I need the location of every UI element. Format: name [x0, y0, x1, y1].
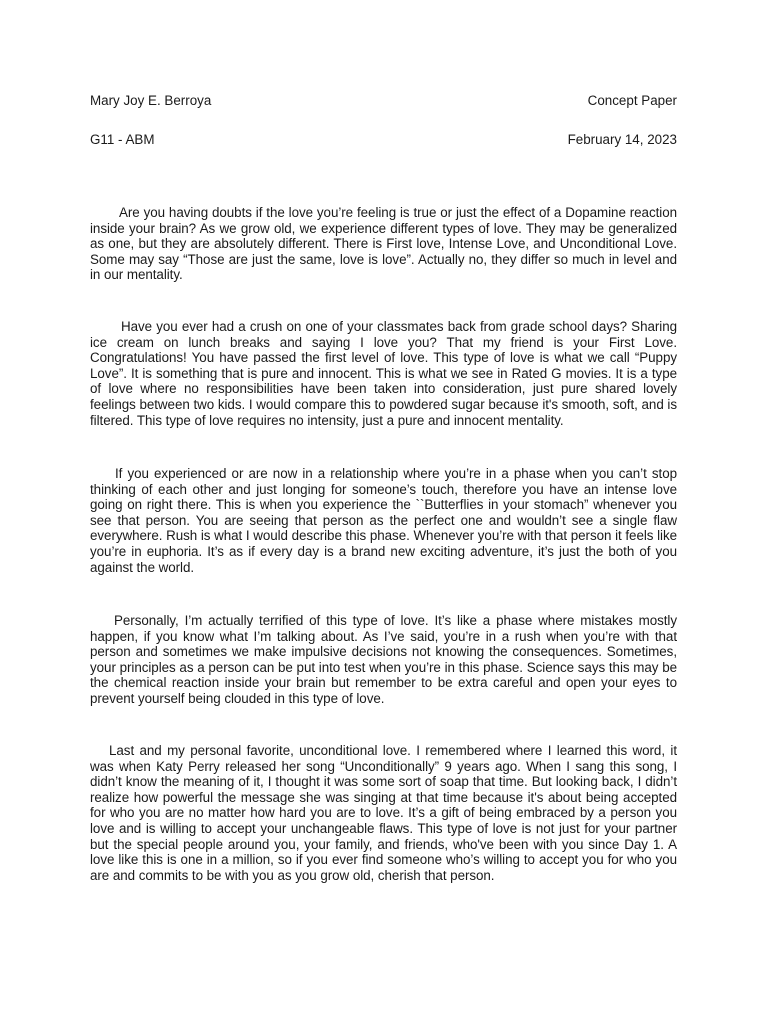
header-row-bottom	[90, 132, 677, 148]
header-row-top	[90, 93, 677, 109]
paragraph-intro: Are you having doubts if the love you’re feeling is true or just the effect of a Dopamine reaction inside your brain? As we grow old, we experience different types of love. They may be generalized as one, but they are absolutely different. There is First love, Intense Love, and Unconditional Love. Some may say “Those are just the same, love is love”. Actually no, they differ so much in level and in our mentality.	[90, 205, 677, 283]
paragraph-intense-love: If you experienced or are now in a relationship where you’re in a phase when you can’t stop thinking of each other and just longing for someone’s touch, therefore you have an intense love going on right there. This is when you experience the ``Butterflies in your stomach” whenever you see that person. You are seeing that person as the perfect one and wouldn’t see a single flaw everywhere. Rush is what I would describe this phase. Whenever you’re with that person it feels like you’re in euphoria. It’s as if every day is a brand new exciting adventure, it’s just the both of you against the world.	[90, 466, 677, 575]
document-date: February 14, 2023	[567, 132, 677, 147]
paragraph-unconditional-love: Last and my personal favorite, unconditional love. I remembered where I learned this word, it was when Katy Perry released her song “Unconditionally” 9 years ago. When I sang this song, I didn’t know the meaning of it, I thought it was some sort of soap that time. But looking back, I didn’t realize how powerful the message she was singing at that time because it's about being accepted for who you are no matter how hard you are to love. It’s a gift of being embraced by a person you love and is willing to accept your unchangeable flaws. This type of love is not just for your partner but the special people around you, your family, and friends, who've been with you since Day 1. A love like this is one in a million, so if you ever find someone who’s willing to accept you for who you are and commits to be with you as you grow old, cherish that person.	[90, 743, 677, 883]
paragraph-first-love: Have you ever had a crush on one of your classmates back from grade school days? Sharing ice cream on lunch breaks and saying I love you? That my friend is your First Love. Congratulations! You have passed the first level of love. This type of love is what we call “Puppy Love”. It is something that is pure and innocent. This is what we see in Rated G movies. It is a type of love where no responsibilities have been taken into consideration, just pure shared lovely feelings between two kids. I would compare this to powdered sugar because it's smooth, soft, and is filtered. This type of love requires no intensity, just a pure and innocent mentality.	[90, 319, 677, 428]
document-type: Concept Paper	[587, 93, 677, 108]
author-name: Mary Joy E. Berroya	[90, 93, 212, 108]
section-label: G11 - ABM	[90, 132, 155, 147]
paragraph-intense-love-caution: Personally, I’m actually terrified of this type of love. It’s like a phase where mistakes mostly happen, if you know what I’m talking about. As I’ve said, you’re in a rush when you’re with that person and sometimes we make impulsive decisions not knowing the consequences. Sometimes, your principles as a person can be put into test when you’re in this phase. Science says this may be the chemical reaction inside your brain but remember to be extra careful and open your eyes to prevent yourself being clouded in this type of love.	[90, 613, 677, 706]
